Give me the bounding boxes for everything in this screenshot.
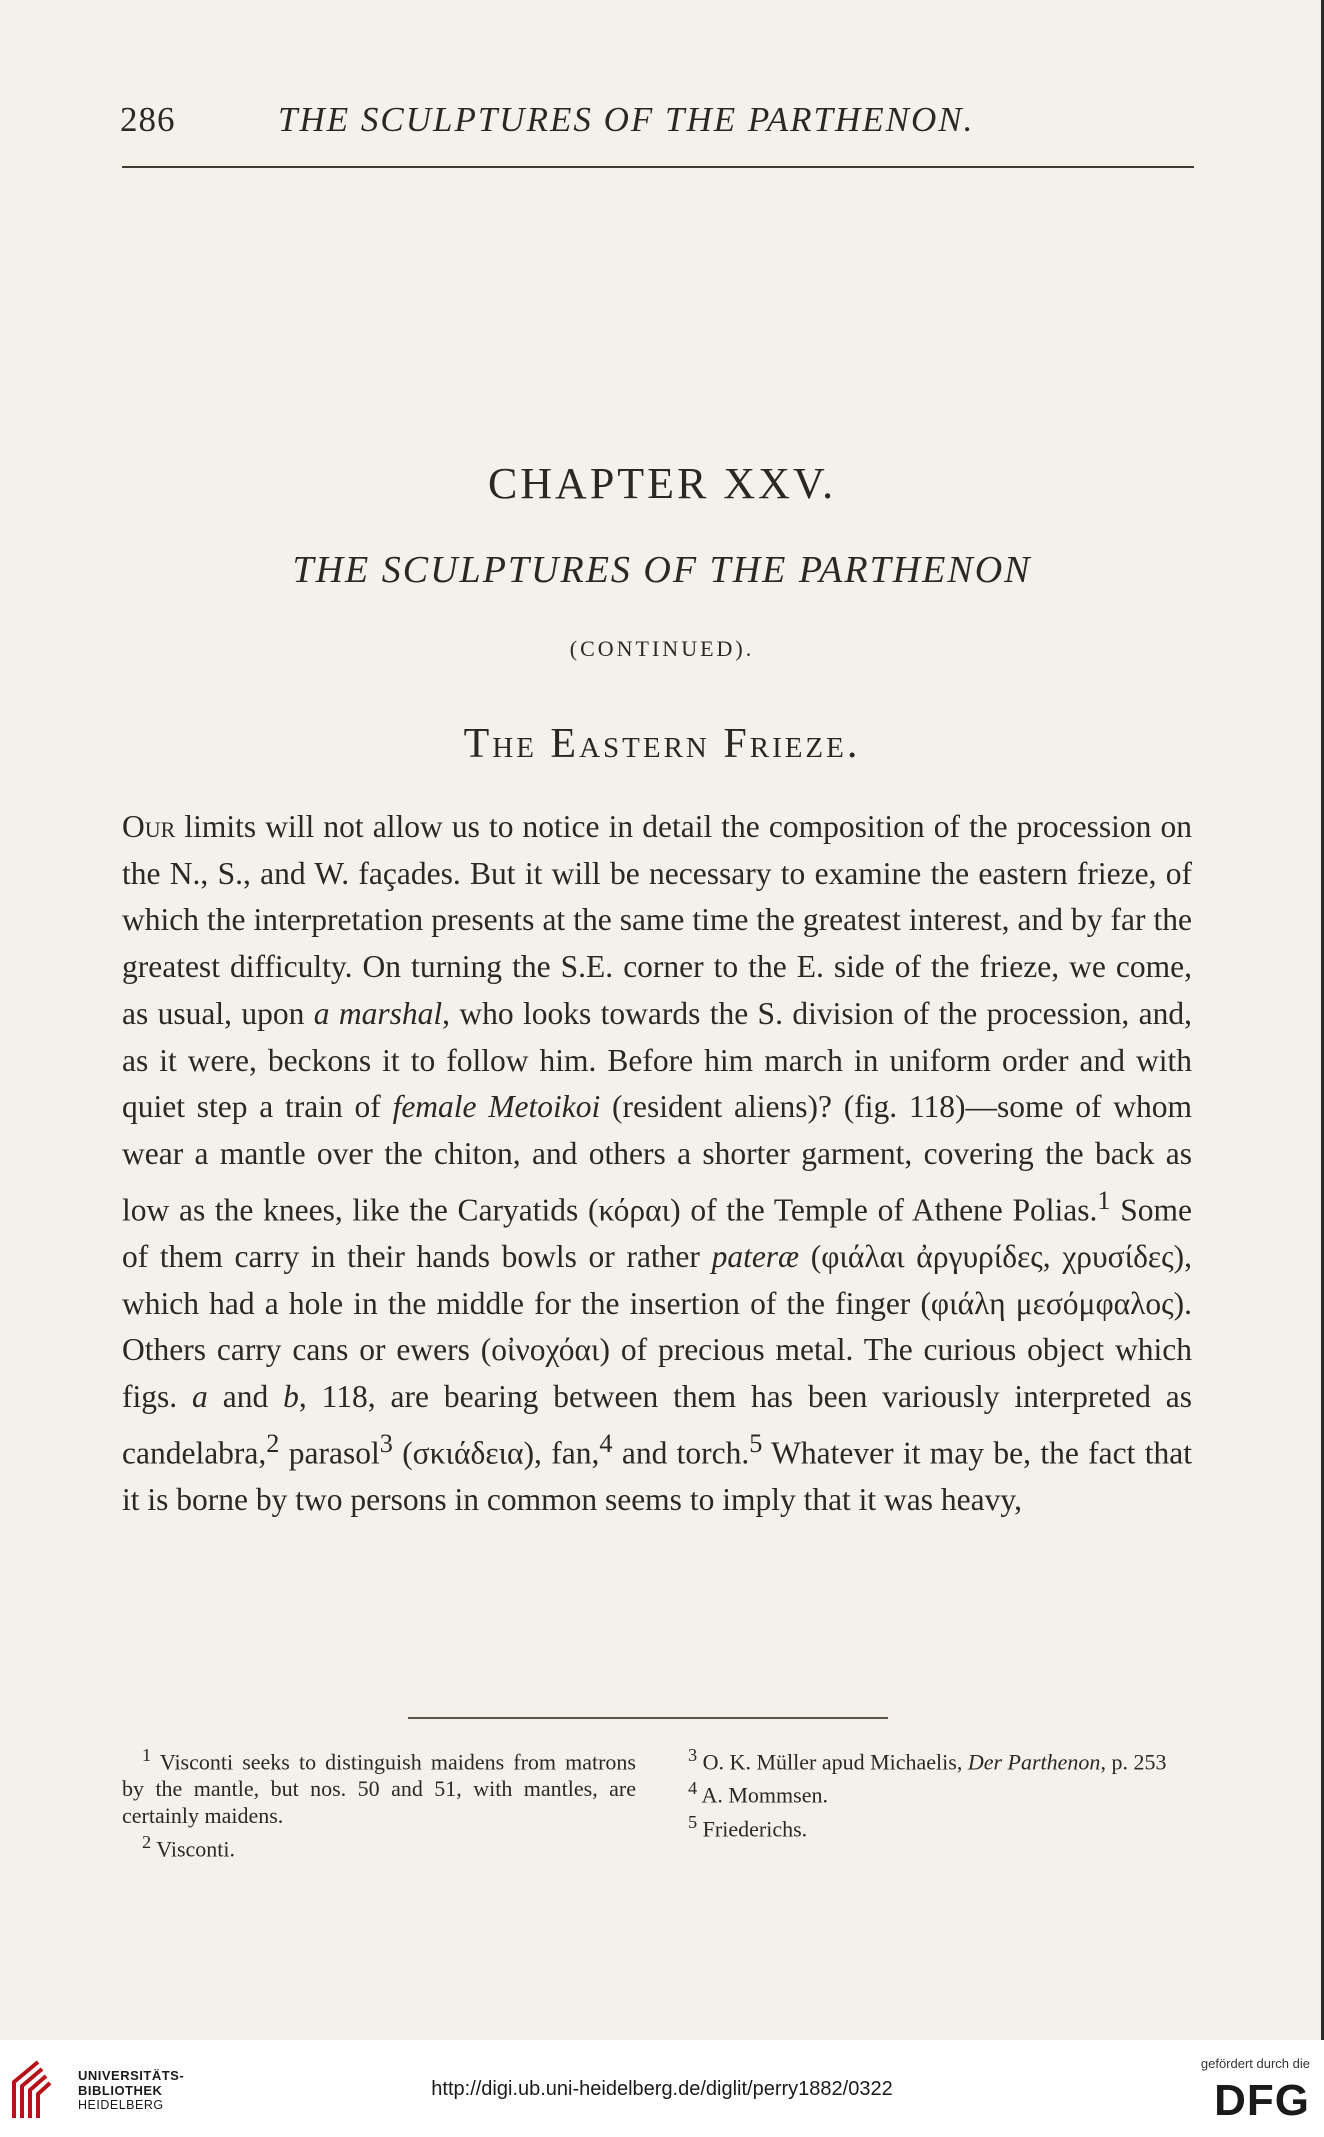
footnote-ref: 1	[1097, 1185, 1111, 1215]
emphasis: a	[192, 1378, 208, 1414]
footnote-mark: 1	[142, 1745, 152, 1765]
text-run: parasol	[279, 1435, 380, 1471]
text-run: (resident aliens)? (fig. 118)—some of whom wear a mantle over the chiton, and others a shorter garment, covering the back as low as the knees, like the Caryatids (κόραι) of the Temple of Athene Polias.	[122, 1089, 1193, 1228]
footnote-text: A. Mommsen.	[697, 1782, 828, 1808]
footnotes-right	[670, 1742, 1192, 1842]
funded-by-label: gefördert durch die	[1200, 2056, 1310, 2071]
footnote-ref: 2	[266, 1428, 280, 1458]
library-name-line: BIBLIOTHEK	[78, 2083, 163, 2098]
text-run: , who looks towards the S. division of the procession, and, as it were, beckons it to follow him. Before him march in uniform order and with quiet step a train of	[122, 995, 1192, 1125]
header-rule	[122, 166, 1194, 168]
text-run: (σκιάδεια), fan,	[392, 1435, 600, 1471]
footnote-mark: 4	[688, 1778, 698, 1799]
text-run: and torch.	[612, 1435, 750, 1471]
body-text	[122, 804, 1192, 1524]
footnote-text: Friederichs.	[697, 1815, 808, 1841]
running-title: THE SCULPTURES OF THE PARTHENON.	[278, 100, 975, 139]
footnote-emphasis: Der Parthenon	[967, 1749, 1101, 1775]
footnote-ref: 4	[599, 1428, 613, 1458]
footnote-1	[122, 1742, 636, 1829]
chapter-number: CHAPTER XXV.	[487, 459, 837, 508]
emphasis: female Metoikoi	[392, 1089, 601, 1125]
emphasis: a marshal	[313, 995, 443, 1031]
library-name-line: HEIDELBERG	[78, 2098, 164, 2112]
paragraph	[122, 804, 1192, 1524]
emphasis: pateræ	[711, 1238, 800, 1274]
footnote-text: , p. 253	[1100, 1749, 1167, 1775]
text-run: Whatever it may be, the fact that it is borne by two persons in common seems to imply that it was heavy,	[122, 1435, 1192, 1517]
footnote-3	[670, 1742, 1192, 1775]
text-run: , 118, are bearing between them has been variously interpreted as candelabra,	[122, 1378, 1193, 1471]
chapter-continued: (CONTINUED).	[569, 636, 755, 661]
library-name-line: UNIVERSITÄTS-	[78, 2068, 185, 2083]
footnote-text: Visconti.	[151, 1836, 236, 1862]
footnote-ref: 5	[749, 1428, 763, 1458]
permalink-url[interactable]: http://digi.ub.uni-heidelberg.de/diglit/perry1882/0322	[431, 2078, 893, 2100]
footnote-rule	[408, 1717, 888, 1719]
running-head	[120, 100, 1194, 148]
footnote-text: O. K. Müller apud Michaelis,	[697, 1749, 968, 1775]
text-run: Some of them carry in their hands bowls or rather	[122, 1192, 1192, 1274]
dfg-logo: DFG	[1214, 2076, 1310, 2125]
emphasis: b	[283, 1378, 299, 1414]
footnotes-left	[122, 1742, 636, 1863]
footnote-ref: 3	[379, 1428, 393, 1458]
text-run: and	[207, 1378, 284, 1414]
text-run: (φιάλαι ἀργυρίδες, χρυσίδες), which had a hole in the middle for the insertion of the finger (φιάλη μεσόμφαλος). Others carry cans or ewers (οἰνοχόαι) of precious metal. The curious object which figs.	[122, 1238, 1192, 1414]
digitization-footer	[0, 2040, 1324, 2137]
section-heading: The Eastern Frieze.	[463, 721, 861, 767]
footnote-4	[670, 1775, 1192, 1808]
page-number: 286	[120, 100, 176, 139]
text-run: limits will not allow us to notice in detail the composition of the procession on the N., S., and W. façades. But it will be necessary to examine the eastern frieze, of which the interpretation presents at the same time the greatest interest, and by far the greatest difficulty. On turning the S.E. corner to the E. side of the frieze, we come, as usual, upon	[122, 809, 1192, 1031]
lead-word: Our	[122, 809, 176, 844]
footnote-2	[122, 1829, 636, 1862]
footnote-5	[670, 1809, 1192, 1842]
footnote-mark: 5	[688, 1811, 698, 1832]
footnote-text: Visconti seeks to distinguish maidens from matrons by the mantle, but nos. 50 and 51, with mantles, are certainly maidens.	[122, 1749, 636, 1829]
footnote-mark: 3	[688, 1745, 698, 1765]
chapter-title: THE SCULPTURES OF THE PARTHENON	[292, 549, 1032, 591]
footnote-mark: 2	[142, 1832, 152, 1853]
